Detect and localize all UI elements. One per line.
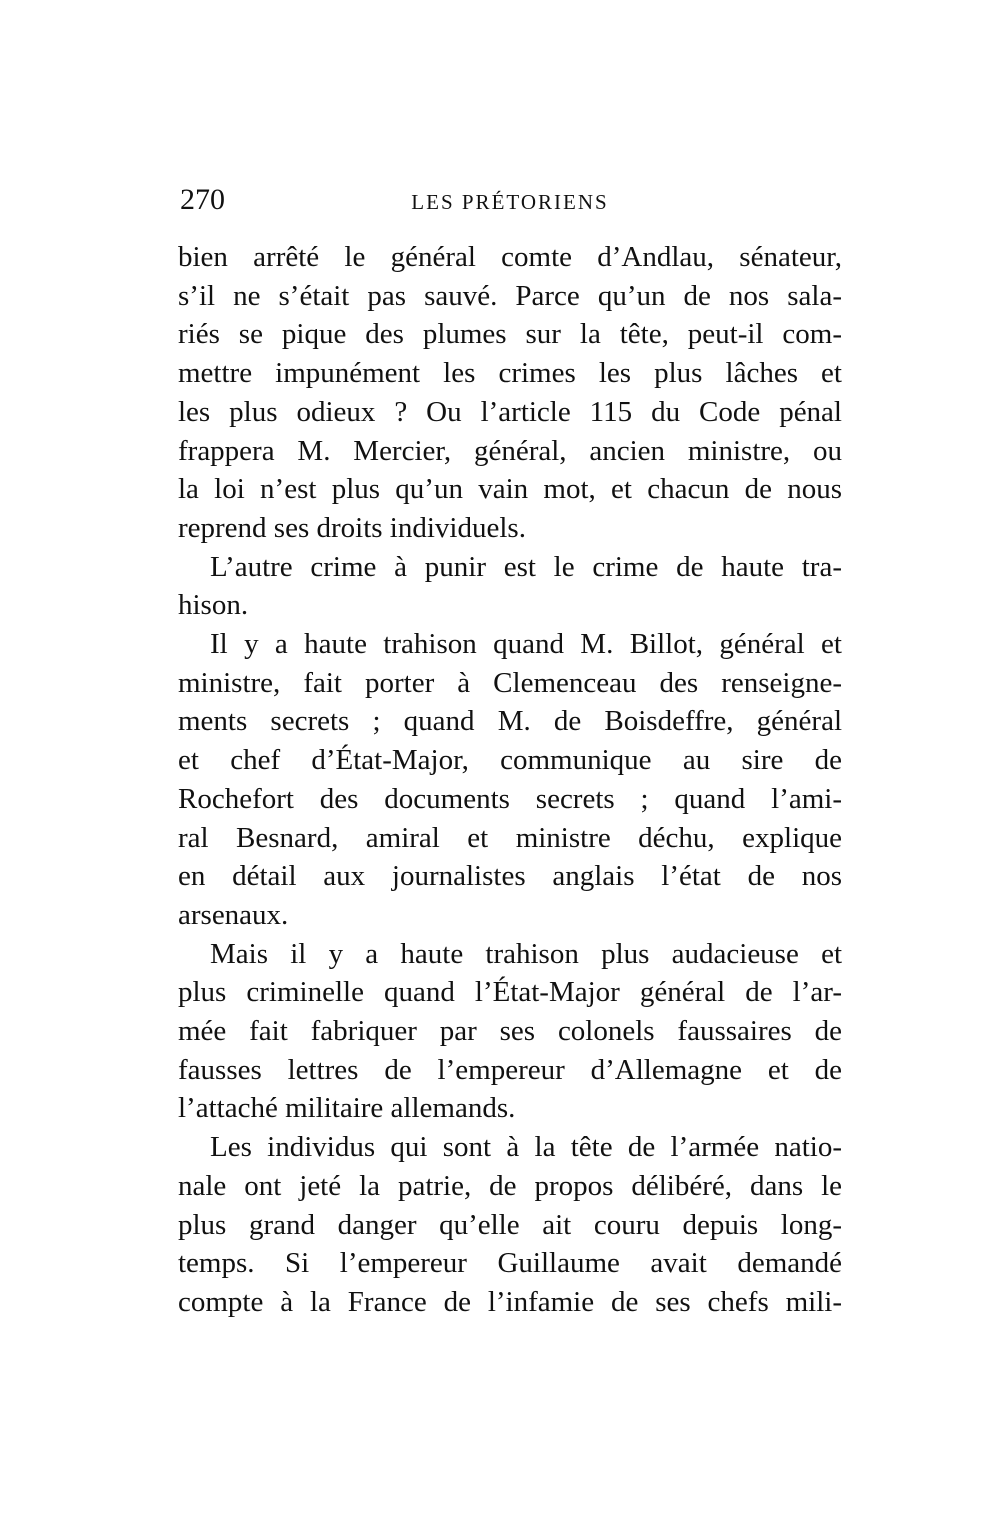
text-line: reprend ses droits individuels. — [178, 511, 526, 544]
text-line: ral Besnard, amiral et ministre déchu, explique — [178, 821, 842, 854]
text-line: hison. — [178, 589, 249, 622]
paragraph — [178, 935, 842, 1129]
text-line: fausses lettres de l’empereur d’Allemagne et de — [178, 1053, 842, 1086]
text-line: plus criminelle quand l’État-Major général de l’ar- — [178, 976, 842, 1009]
text-line: s’il ne s’était pas sauvé. Parce qu’un de nos sala- — [178, 279, 842, 312]
text-line: en détail aux journalistes anglais l’état de nos — [178, 860, 842, 893]
text-line: la loi n’est plus qu’un vain mot, et chacun de nous — [178, 473, 842, 506]
text-line: mettre impunément les crimes les plus lâches et — [178, 357, 842, 390]
text-line: frappera M. Mercier, général, ancien ministre, ou — [178, 434, 842, 467]
text-line: bien arrêté le général comte d’Andlau, sénateur, — [178, 241, 842, 273]
body-text — [178, 238, 842, 1322]
text-line: et chef d’État-Major, communique au sire de — [178, 744, 842, 777]
paragraph — [178, 625, 842, 935]
text-line: temps. Si l’empereur Guillaume avait demandé — [178, 1247, 842, 1280]
text-line: ments secrets ; quand M. de Boisdeffre, général — [178, 705, 842, 738]
paragraph — [178, 238, 842, 548]
page-header — [180, 180, 840, 220]
text-line: Rochefort des documents secrets ; quand l’ami- — [178, 782, 842, 815]
text-line: mée fait fabriquer par ses colonels faussaires de — [178, 1015, 842, 1048]
text-line: compte à la France de l’infamie de ses chefs mili- — [178, 1285, 842, 1318]
text-line: Les individus qui sont à la tête de l’armée natio- — [210, 1131, 842, 1164]
text-line: nale ont jeté la patrie, de propos délibéré, dans le — [178, 1169, 842, 1202]
text-line: Il y a haute trahison quand M. Billot, général et — [210, 628, 842, 661]
text-line: plus grand danger qu’elle ait couru depuis long- — [178, 1208, 842, 1241]
running-title: LES PRÉTORIENS — [411, 190, 609, 214]
text-line: riés se pique des plumes sur la tête, peut-il com- — [178, 318, 842, 351]
text-line: L’autre crime à punir est le crime de haute tra- — [210, 550, 842, 583]
text-line: ministre, fait porter à Clemenceau des renseigne- — [178, 666, 842, 699]
page-number: 270 — [180, 183, 225, 216]
paragraph — [178, 1128, 842, 1322]
text-line: Mais il y a haute trahison plus audacieuse et — [210, 937, 842, 970]
text-line: arsenaux. — [178, 898, 289, 931]
text-line: l’attaché militaire allemands. — [178, 1092, 516, 1125]
paragraph — [178, 548, 842, 625]
text-line: les plus odieux ? Ou l’article 115 du Code pénal — [178, 395, 842, 428]
